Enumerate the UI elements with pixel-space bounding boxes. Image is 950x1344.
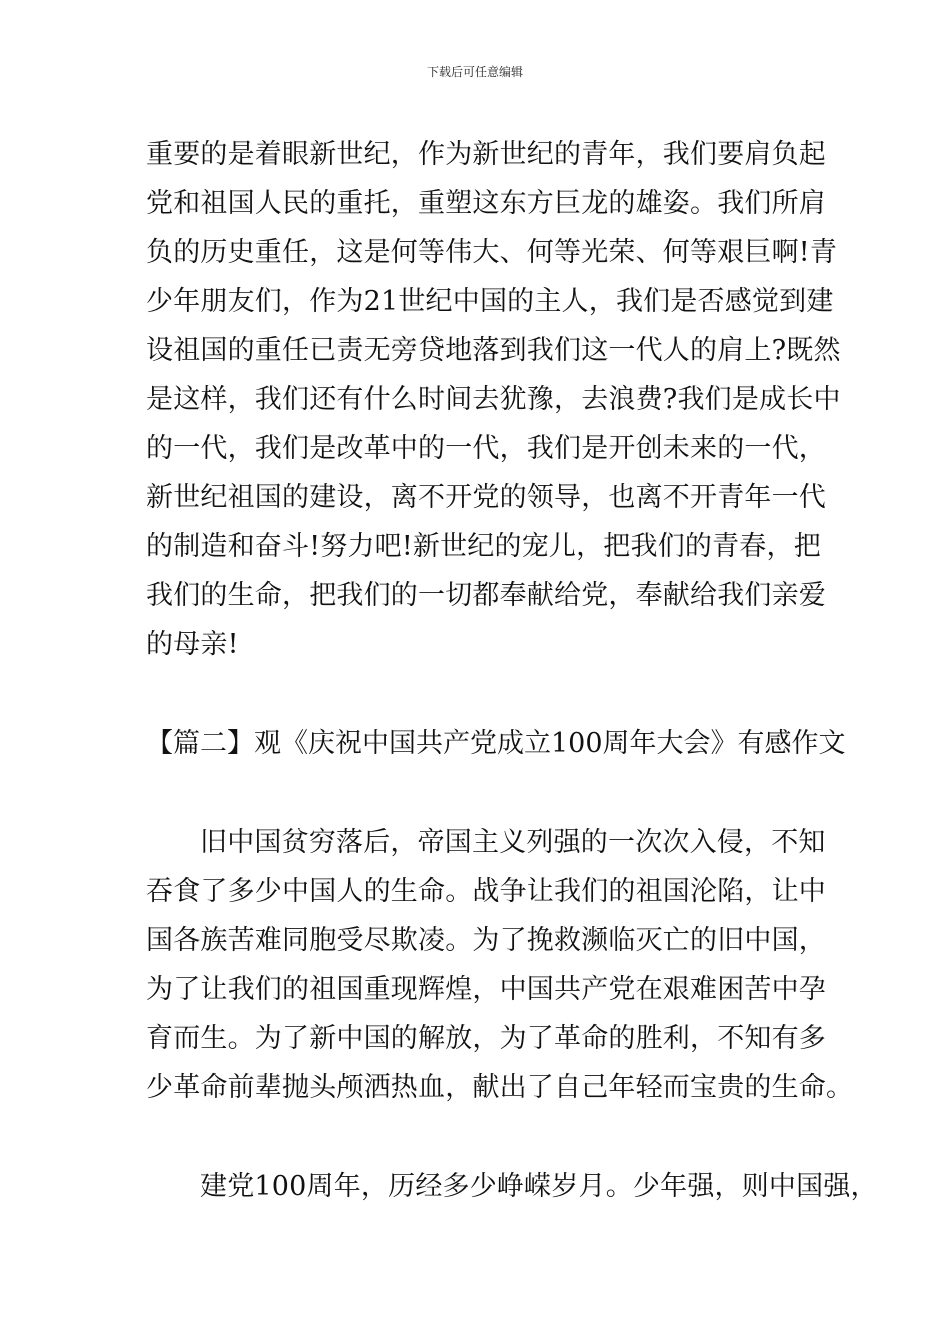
paragraph-line: 的母亲! [146,629,239,660]
paragraph-line: 新世纪祖国的建设，离不开党的领导，也离不开青年一代 [146,482,826,513]
page-header: 下载后可任意编辑 [426,65,523,79]
section-heading: 【篇二】观《庆祝中国共产党成立100周年大会》有感作文 [146,728,846,759]
paragraph-line: 党和祖国人民的重托，重塑这东方巨龙的雄姿。我们所肩 [146,188,826,219]
paragraph-1 [146,130,841,669]
paragraph-line: 为了让我们的祖国重现辉煌，中国共产党在艰难困苦中孕 [146,974,826,1005]
document-body [146,130,878,1211]
paragraph-line: 旧中国贫穷落后，帝国主义列强的一次次入侵，不知 [200,827,826,858]
spacer [146,1112,836,1162]
paragraph-line: 的一代，我们是改革中的一代，我们是开创未来的一代， [146,433,826,464]
spacer [146,768,836,818]
paragraph-3 [146,1162,878,1211]
paragraph-2 [146,818,854,1112]
paragraph-line: 设祖国的重任已责无旁贷地落到我们这一代人的肩上?既然 [146,335,841,366]
paragraph-line: 的制造和奋斗!努力吧!新世纪的宠儿，把我们的青春，把 [146,531,821,562]
paragraph-line: 负的历史重任，这是何等伟大、何等光荣、何等艰巨啊!青 [146,237,838,268]
paragraph-line: 少革命前辈抛头颅洒热血，献出了自己年轻而宝贵的生命。 [146,1072,854,1103]
paragraph-line: 建党100周年，历经多少峥嵘岁月。少年强，则中国强， [200,1171,878,1202]
paragraph-line: 少年朋友们，作为21世纪中国的主人，我们是否感觉到建 [146,286,834,317]
paragraph-line: 吞食了多少中国人的生命。战争让我们的祖国沦陷，让中 [146,876,826,907]
paragraph-line: 育而生。为了新中国的解放，为了革命的胜利，不知有多 [146,1023,826,1054]
paragraph-line: 我们的生命，把我们的一切都奉献给党，奉献给我们亲爱 [146,580,826,611]
paragraph-line: 国各族苦难同胞受尽欺凌。为了挽救濒临灭亡的旧中国， [146,925,826,956]
paragraph-line: 重要的是着眼新世纪，作为新世纪的青年，我们要肩负起 [146,139,826,170]
spacer [146,669,836,719]
paragraph-line: 是这样，我们还有什么时间去犹豫，去浪费?我们是成长中 [146,384,841,415]
